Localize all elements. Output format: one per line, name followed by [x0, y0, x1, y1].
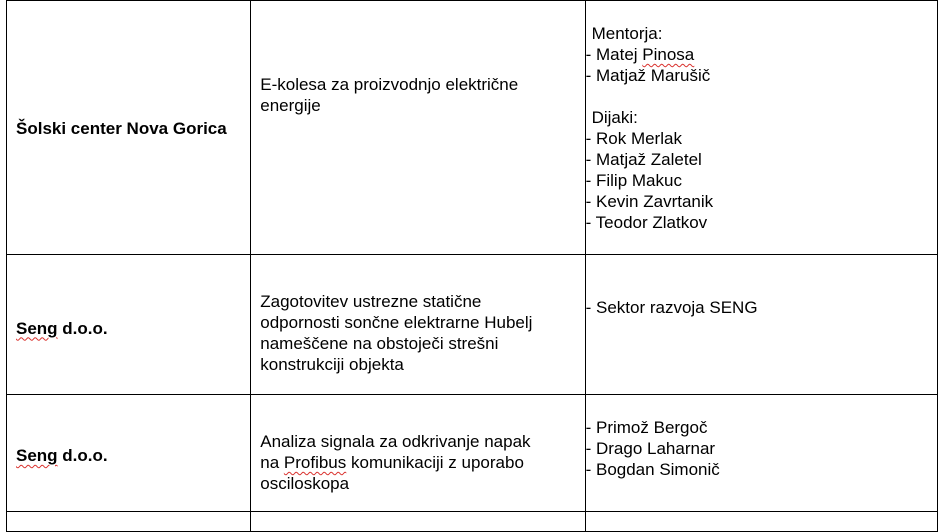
project-title-line: Zagotovitev ustrezne statične — [260, 292, 482, 311]
person-item: - Rok Merlak — [585, 129, 682, 148]
person-name: Sektor razvoja SENG — [595, 298, 758, 317]
empty-cell — [251, 512, 585, 532]
person-name: Filip Makuc — [595, 171, 682, 190]
project-title-line: energije — [260, 96, 321, 115]
person-name: Rok Merlak — [595, 129, 682, 148]
person-name: Kevin Zavrtanik — [595, 192, 714, 211]
person-name: Matjaž Marušič — [595, 66, 711, 85]
person-name: Primož Bergoč — [595, 418, 708, 437]
person-item: - Kevin Zavrtanik — [585, 192, 714, 211]
table-row — [7, 255, 938, 395]
organization-cell — [7, 395, 251, 512]
project-title-line: na Profibus komunikaciji z uporabo — [260, 453, 524, 472]
table-row — [7, 395, 938, 512]
person-item: - Primož Bergoč — [585, 418, 708, 437]
project-title-cell — [251, 255, 585, 395]
people-cell — [585, 1, 937, 255]
project-title-cell — [251, 395, 585, 512]
person-item: - Filip Makuc — [585, 171, 682, 190]
projects-table — [6, 0, 938, 532]
person-name: Matej Pinosa — [595, 45, 695, 64]
people-cell — [585, 395, 937, 512]
students-heading: Dijaki: — [591, 108, 638, 127]
person-name: Bogdan Simonič — [595, 460, 720, 479]
person-name: Matjaž Zaletel — [595, 150, 702, 169]
mentors-heading: Mentorja: — [591, 24, 663, 43]
organization-cell — [7, 1, 251, 255]
person-item: - Bogdan Simonič — [585, 460, 720, 479]
person-name: Drago Laharnar — [595, 439, 716, 458]
project-title-line: osciloskopa — [260, 474, 350, 493]
person-name: Teodor Zlatkov — [595, 213, 708, 232]
project-title-cell — [251, 1, 585, 255]
organization-name: Seng d.o.o. — [16, 446, 108, 465]
person-item: - Matjaž Zaletel — [585, 150, 702, 169]
project-title-line: konstrukciji objekta — [260, 355, 404, 374]
empty-cell — [7, 512, 251, 532]
person-item: - Drago Laharnar — [585, 439, 716, 458]
organization-name: Šolski center Nova Gorica — [16, 119, 227, 138]
project-title-line: Analiza signala za odkrivanje napak — [260, 432, 531, 451]
project-title-line: E-kolesa za proizvodnjo električne — [260, 75, 519, 94]
project-title-line: nameščene na obstoječi strešni — [260, 334, 499, 353]
organization-cell — [7, 255, 251, 395]
table-row — [7, 1, 938, 255]
organization-name: Seng d.o.o. — [16, 318, 108, 338]
person-item: - Teodor Zlatkov — [585, 213, 708, 232]
table-row — [7, 512, 938, 532]
people-cell — [585, 255, 937, 395]
person-item: - Matej Pinosa — [585, 45, 695, 64]
person-item: - Matjaž Marušič — [585, 66, 711, 85]
empty-cell — [585, 512, 937, 532]
person-item: - Sektor razvoja SENG — [585, 298, 758, 317]
project-title-line: odpornosti sončne elektrarne Hubelj — [260, 313, 533, 332]
